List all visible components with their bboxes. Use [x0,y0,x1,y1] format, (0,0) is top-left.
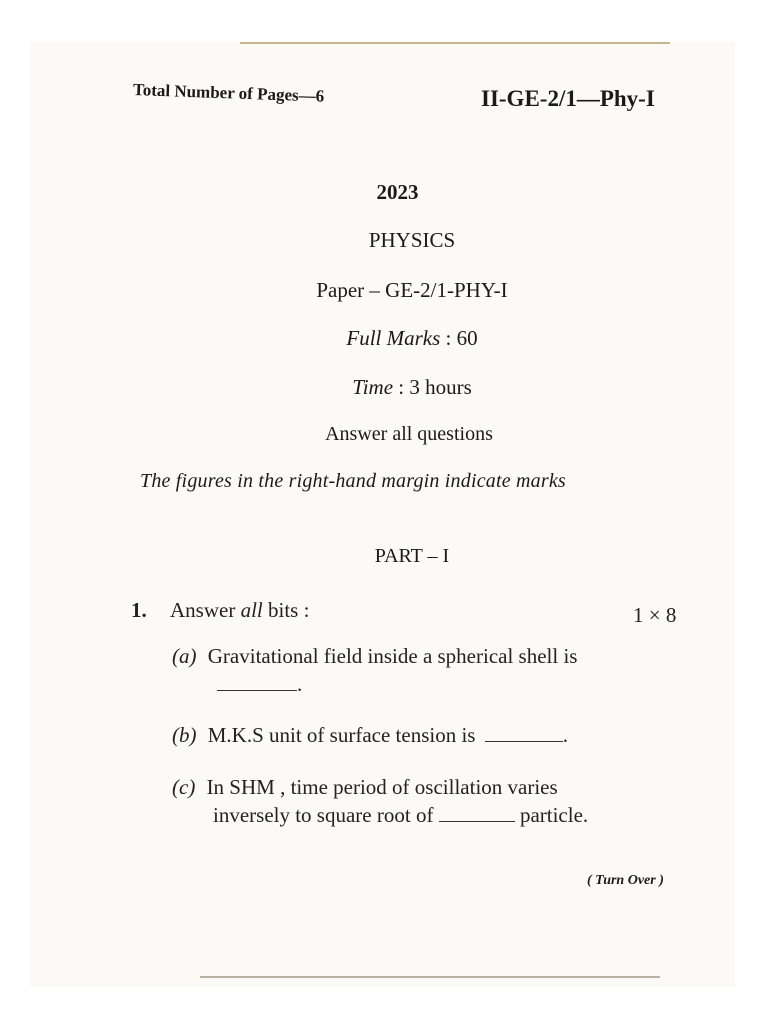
bit-c-text-3: particle. [519,803,589,827]
bit-b-end: . [562,723,568,747]
full-marks [0,326,768,351]
sheet-bottom-edge [200,976,660,978]
full-marks-label: Full Marks [346,326,441,350]
sheet-top-edge [240,42,670,44]
exam-time [0,375,768,400]
exam-year: 2023 [376,180,419,204]
bit-a-text: Gravitational field inside a spherical shell is [207,644,578,668]
full-marks-value: : 60 [445,326,478,350]
bit-b-blank [485,740,563,742]
question-number: 1. [131,598,147,622]
paper-code: II-GE-2/1—Phy-I [481,86,655,111]
bit-a-blank [217,689,297,691]
question-text-before: Answer [170,598,236,622]
time-label: Time [352,375,394,399]
bit-b-text: M.K.S unit of surface tension is [207,723,476,747]
bit-a-answer-line [217,672,302,697]
time-value: : 3 hours [398,375,472,399]
question-1 [131,598,309,623]
question-marks: 1 × 8 [633,603,677,627]
question-text-italic: all [240,598,263,622]
paper-title: Paper – GE-2/1-PHY-I [316,278,508,302]
question-text-after: bits : [268,598,310,622]
bit-c-blank [439,820,515,822]
bit-a-end: . [297,672,303,696]
bit-c-label: (c) [172,775,196,799]
bit-c-text-1: In SHM , time period of oscillation varies [206,775,558,799]
turn-over-note: ( Turn Over ) [587,873,664,888]
bit-c-line-2 [213,803,588,828]
total-pages-label: Total Number of Pages—6 [132,80,325,106]
bit-c-line-1 [172,775,558,800]
bit-c-text-2: inversely to square root of [213,803,434,827]
bit-b-label: (b) [172,723,197,747]
bit-b [172,723,568,748]
part-heading: PART – I [374,545,450,567]
subject-title: PHYSICS [368,228,456,252]
instruction-line: Answer all questions [325,423,493,445]
bit-a [172,644,577,669]
margin-note: The figures in the right-hand margin indicate marks [140,470,566,492]
bit-a-label: (a) [172,644,197,668]
